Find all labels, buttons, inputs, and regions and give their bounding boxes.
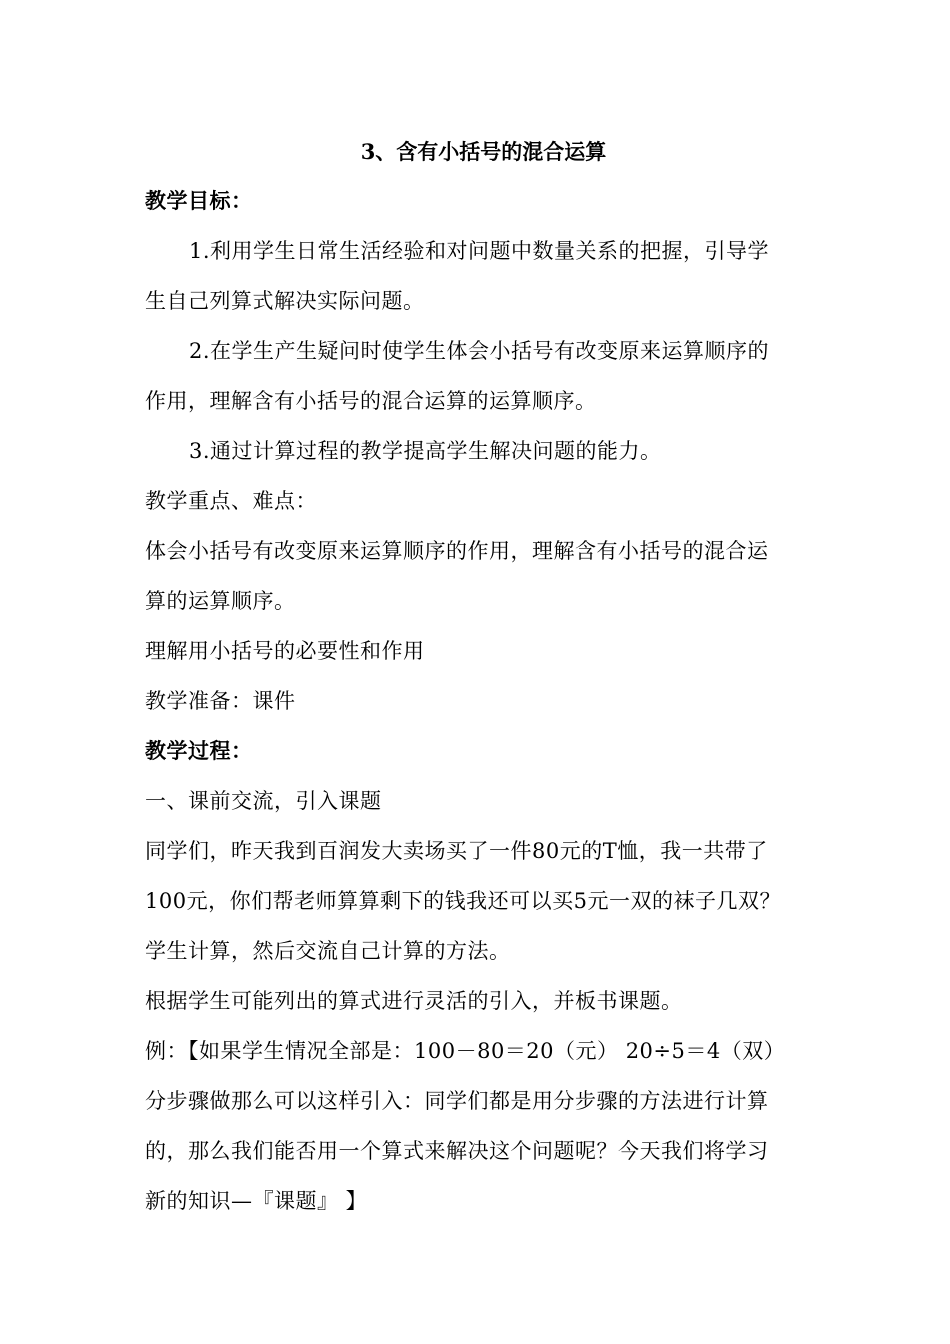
paragraph-line: 2.在学生产生疑问时使学生体会小括号有改变原来运算顺序的 — [189, 339, 770, 363]
paragraph-line: 学生计算，然后交流自己计算的方法。 — [145, 939, 511, 963]
paragraph-line: 作用，理解含有小括号的混合运算的运算顺序。 — [145, 389, 597, 413]
paragraph-line: 体会小括号有改变原来运算顺序的作用，理解含有小括号的混合运 — [145, 539, 769, 563]
paragraph-line: 1.利用学生日常生活经验和对问题中数量关系的把握，引导学 — [189, 239, 770, 263]
paragraph-line: 生自己列算式解决实际问题。 — [145, 289, 425, 313]
document-page — [145, 128, 810, 1226]
section-heading-preparation: 教学准备：课件 — [145, 689, 296, 713]
section-heading-key-points: 教学重点、难点： — [145, 489, 317, 513]
paragraph-line: 3.通过计算过程的教学提高学生解决问题的能力。 — [189, 439, 662, 463]
paragraph-line: 的，那么我们能否用一个算式来解决这个问题呢？今天我们将学习 — [145, 1139, 769, 1163]
subsection-heading: 一、课前交流，引入课题 — [145, 789, 382, 813]
section-heading-process: 教学过程： — [145, 738, 253, 763]
paragraph-line: 100元，你们帮老师算算剩下的钱我还可以买5元一双的袜子几双？ — [145, 889, 781, 913]
paragraph-line: 例：【如果学生情况全部是：100－80＝20（元） 20÷5＝4（双） — [145, 1039, 786, 1063]
paragraph-line: 算的运算顺序。 — [145, 589, 296, 613]
section-heading-objectives: 教学目标： — [145, 188, 253, 213]
paragraph-line: 新的知识—『课题』 】 — [145, 1189, 368, 1213]
paragraph-line: 同学们，昨天我到百润发大卖场买了一件80元的T恤，我一共带了 — [145, 839, 768, 863]
paragraph-line: 根据学生可能列出的算式进行灵活的引入，并板书课题。 — [145, 989, 683, 1013]
paragraph-line: 分步骤做那么可以这样引入：同学们都是用分步骤的方法进行计算 — [145, 1089, 769, 1113]
document-title: 3、含有小括号的混合运算 — [360, 139, 607, 164]
paragraph-line: 理解用小括号的必要性和作用 — [145, 639, 425, 663]
